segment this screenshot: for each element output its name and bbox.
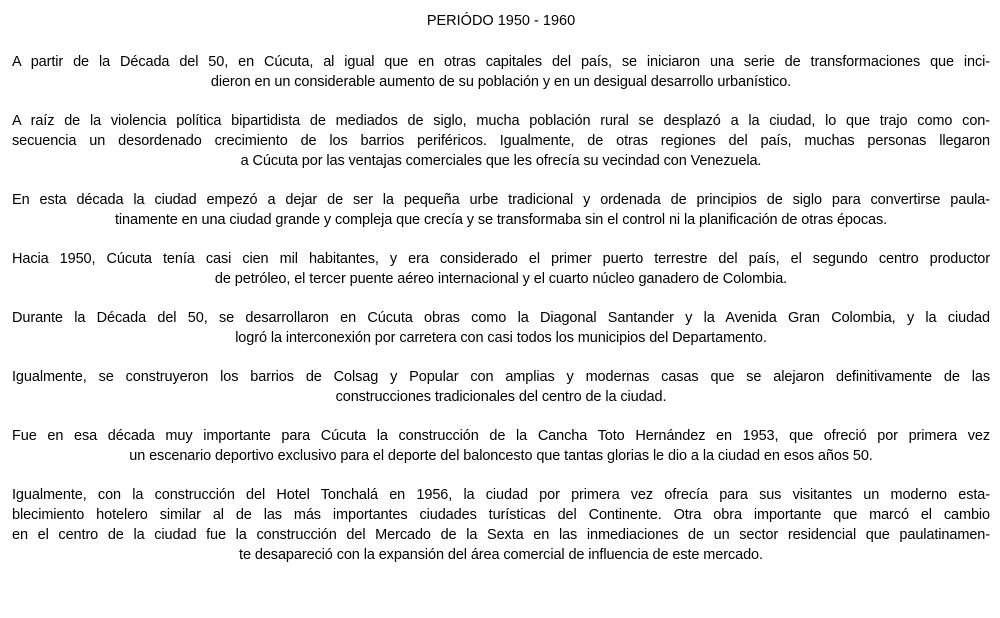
paragraph-5: [12, 308, 990, 348]
paragraph-line: Hacia 1950, Cúcuta tenía casi cien mil habitantes, y era considerado el primer puerto terrestre del país, el segundo centro productor: [12, 251, 990, 267]
paragraph-7: [12, 426, 990, 466]
page-title: PERIÓDO 1950 - 1960: [426, 13, 576, 29]
paragraph-line: Igualmente, con la construcción del Hotel Tonchalá en 1956, la ciudad por primera vez ofrecía para sus visitantes un moderno esta-: [12, 487, 990, 503]
paragraph-line: te desapareció con la expansión del área comercial de influencia de este mercado.: [239, 547, 763, 563]
paragraph-1: [12, 52, 990, 92]
paragraph-2: [12, 111, 990, 171]
paragraph-line: de petróleo, el tercer puente aéreo internacional y el cuarto núcleo ganadero de Colombia.: [214, 271, 788, 287]
paragraph-line: a Cúcuta por las ventajas comerciales que les ofrecía su vecindad con Venezuela.: [240, 153, 762, 169]
paragraph-line: blecimiento hotelero similar al de las más importantes ciudades turísticas del Continente. Otra obra importante que marcó el cambio: [12, 507, 990, 523]
paragraph-line: construcciones tradicionales del centro de la ciudad.: [335, 389, 667, 405]
paragraph-line: A raíz de la violencia política bipartidista de mediados de siglo, mucha población rural se desplazó a la ciudad, lo que trajo como con-: [12, 113, 990, 129]
paragraph-3: [12, 190, 990, 230]
paragraph-line: dieron en un considerable aumento de su población y en un desigual desarrollo urbanístico.: [210, 74, 792, 90]
paragraph-line: Fue en esa década muy importante para Cúcuta la construcción de la Cancha Toto Hernández en 1953, que ofreció por primera vez: [12, 428, 990, 444]
paragraph-line: En esta década la ciudad empezó a dejar de ser la pequeña urbe tradicional y ordenada de principios de siglo para convertirse paula-: [12, 192, 990, 208]
paragraph-6: [12, 367, 990, 407]
paragraph-8: [12, 485, 990, 565]
paragraph-4: [12, 249, 990, 289]
paragraph-line: secuencia un desordenado crecimiento de los barrios periféricos. Igualmente, de otras regiones del país, muchas personas llegaron: [12, 133, 990, 149]
paragraph-line: un escenario deportivo exclusivo para el deporte del baloncesto que tantas glorias le dio a la ciudad en esos años 50.: [129, 448, 873, 464]
paragraph-line: en el centro de la ciudad fue la construcción del Mercado de la Sexta en las inmediaciones de un sector residencial que paulatinamen-: [12, 527, 990, 543]
paragraph-line: tinamente en una ciudad grande y compleja que crecía y se transformaba sin el control ni la planificación de otras épocas.: [114, 212, 888, 228]
paragraph-line: logró la interconexión por carretera con casi todos los municipios del Departamento.: [235, 330, 767, 346]
paragraph-line: Igualmente, se construyeron los barrios de Colsag y Popular con amplias y modernas casas que se alejaron definitivamente de las: [12, 369, 990, 385]
paragraph-line: Durante la Década del 50, se desarrollaron en Cúcuta obras como la Diagonal Santander y la Avenida Gran Colombia, y la ciudad: [12, 310, 990, 326]
paragraph-line: A partir de la Década del 50, en Cúcuta, al igual que en otras capitales del país, se iniciaron una serie de transformaciones que inci-: [12, 54, 990, 70]
